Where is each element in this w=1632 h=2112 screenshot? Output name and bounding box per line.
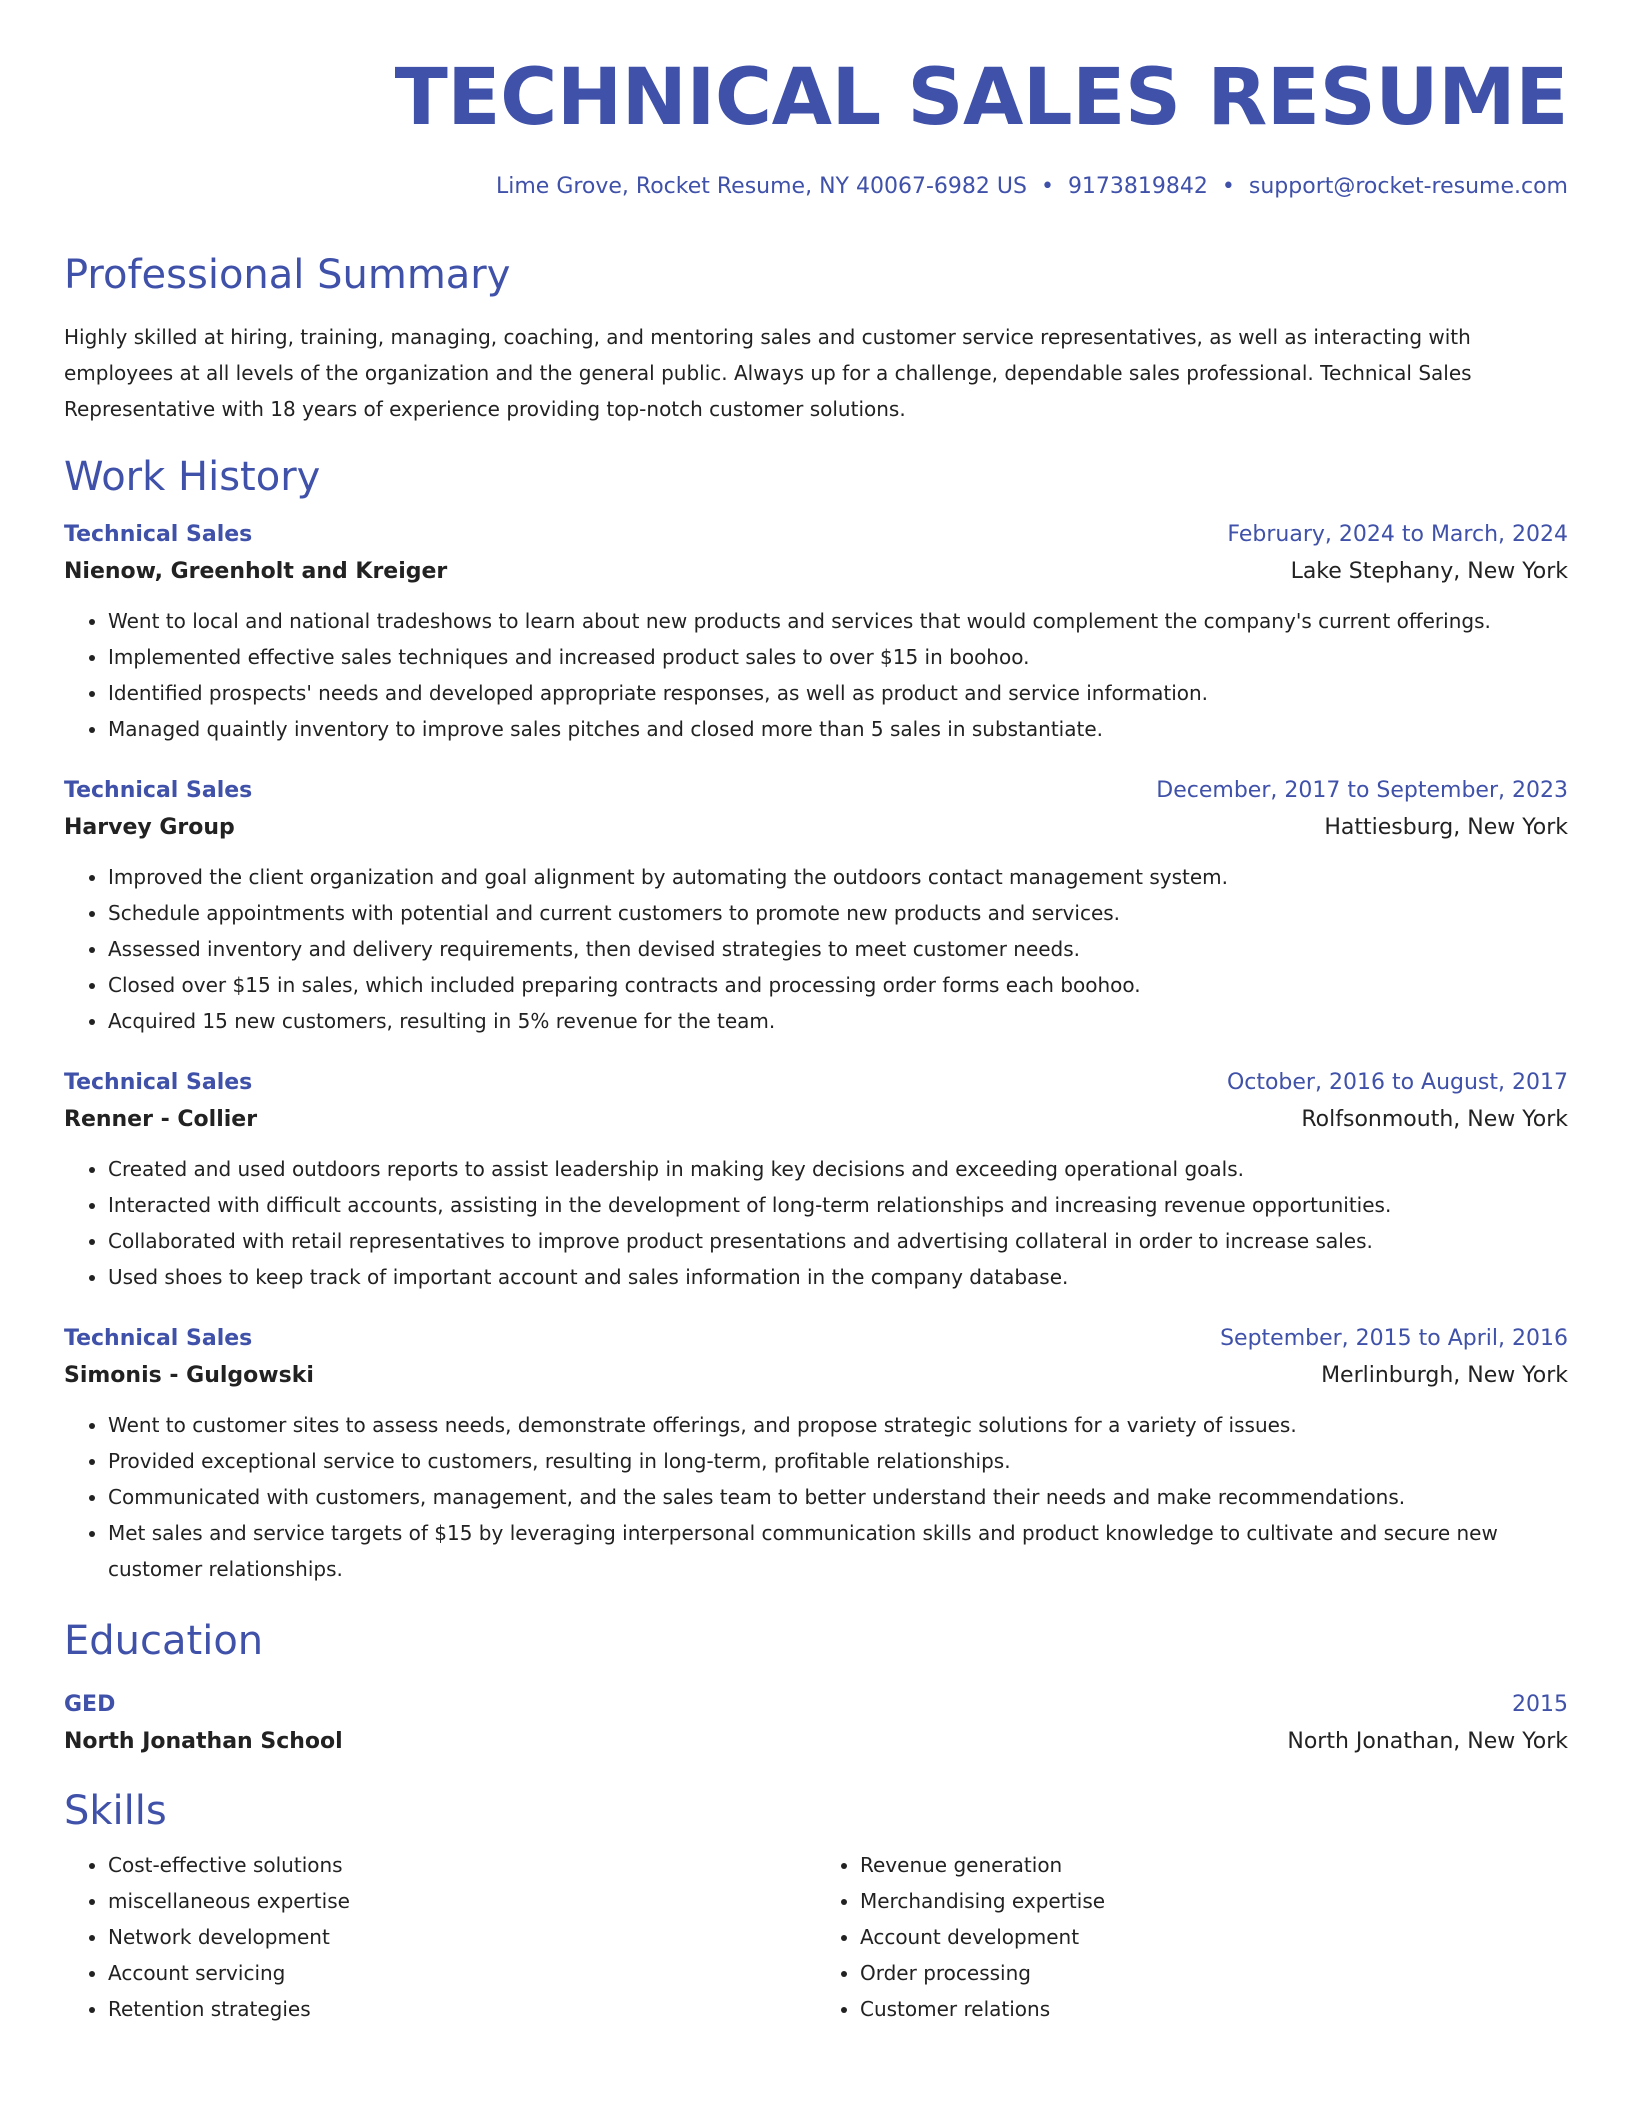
job-bullets [64, 1407, 1568, 1587]
job-bullet: • Provided exceptional service to customers, resulting in long-term, profitable relationships. [108, 1443, 1568, 1479]
job-bullets [64, 859, 1568, 1039]
skill-item: • Merchandising expertise [860, 1883, 1568, 1919]
skill-item: • Retention strategies [108, 1991, 816, 2027]
work-history-list [64, 517, 1568, 1587]
job-title: Technical Sales [64, 521, 253, 547]
skills-heading: Skills [64, 1787, 167, 1834]
education-year: 2015 [1512, 1691, 1568, 1717]
job-bullet: • Identified prospects' needs and developed appropriate responses, as well as product and service information. [108, 675, 1568, 711]
job-company: Renner - Collier [64, 1106, 258, 1132]
job-bullet: • Managed quaintly inventory to improve sales pitches and closed more than 5 sales in substantiate. [108, 711, 1568, 747]
job-bullet: • Went to customer sites to assess needs, demonstrate offerings, and propose strategic solutions for a variety of issues. [108, 1407, 1568, 1443]
skills-column-left [64, 1847, 816, 2027]
job-title: Technical Sales [64, 1325, 253, 1351]
job-bullet: • Closed over $15 in sales, which included preparing contracts and processing order forms each boohoo. [108, 967, 1568, 1003]
job-company: Simonis - Gulgowski [64, 1362, 314, 1388]
job-dates: October, 2016 to August, 2017 [1226, 1069, 1568, 1095]
job-location: Rolfsonmouth, New York [1301, 1106, 1568, 1132]
education-degree: GED [64, 1691, 116, 1717]
job-location: Lake Stephany, New York [1290, 558, 1568, 584]
job-bullet: • Created and used outdoors reports to assist leadership in making key decisions and exceeding operational goals. [108, 1151, 1568, 1187]
job-dates: September, 2015 to April, 2016 [1220, 1325, 1568, 1351]
job-location: Hattiesburg, New York [1324, 814, 1568, 840]
job-bullet: • Assessed inventory and delivery requirements, then devised strategies to meet customer needs. [108, 931, 1568, 967]
education-location: North Jonathan, New York [1287, 1728, 1568, 1754]
contact-phone[interactable]: 9173819842 [1067, 173, 1208, 199]
job-bullet: • Acquired 15 new customers, resulting in 5% revenue for the team. [108, 1003, 1568, 1039]
job-bullet: • Implemented effective sales techniques and increased product sales to over $15 in boohoo. [108, 639, 1568, 675]
skill-item: • Customer relations [860, 1991, 1568, 2027]
skill-item: • Order processing [860, 1955, 1568, 1991]
job-entry [64, 1065, 1568, 1295]
summary-text: Highly skilled at hiring, training, managing, coaching, and mentoring sales and customer service representatives, as well as interacting with employees at all levels of the organization and the general public. Always up for a challenge, dependable sales professional. Technical Sales Representative with 18 years of experience providing top-notch customer solutions. [64, 324, 1472, 421]
job-title: Technical Sales [64, 1069, 253, 1095]
education-entry [64, 1687, 1568, 1761]
job-bullet: • Schedule appointments with potential and current customers to promote new products and services. [108, 895, 1568, 931]
job-company: Nienow, Greenholt and Kreiger [64, 558, 448, 584]
education-heading: Education [64, 1617, 264, 1664]
contact-address: Lime Grove, Rocket Resume, NY 40067-6982 US [495, 173, 1027, 199]
skill-item: • Account development [860, 1919, 1568, 1955]
job-bullets [64, 1151, 1568, 1295]
job-bullet: • Met sales and service targets of $15 by leveraging interpersonal communication skills and product knowledge to cultivate and secure new customer relationships. [108, 1515, 1568, 1587]
skill-item: • Cost-effective solutions [108, 1847, 816, 1883]
contact-line [64, 174, 1568, 199]
job-title: Technical Sales [64, 777, 253, 803]
contact-separator: • [1040, 173, 1054, 199]
skill-item: • Network development [108, 1919, 816, 1955]
skills-column-right [816, 1847, 1568, 2027]
job-entry [64, 517, 1568, 747]
job-dates: December, 2017 to September, 2023 [1156, 777, 1568, 803]
job-company: Harvey Group [64, 814, 235, 840]
job-bullet: • Went to local and national tradeshows to learn about new products and services that would complement the company's current offerings. [108, 603, 1568, 639]
job-dates: February, 2024 to March, 2024 [1227, 521, 1568, 547]
job-entry [64, 1321, 1568, 1587]
job-location: Merlinburgh, New York [1321, 1362, 1568, 1388]
resume-title: TECHNICAL SALES RESUME [394, 53, 1568, 143]
skill-item: • miscellaneous expertise [108, 1883, 816, 1919]
job-bullet: • Improved the client organization and goal alignment by automating the outdoors contact management system. [108, 859, 1568, 895]
job-bullets [64, 603, 1568, 747]
work-history-heading: Work History [64, 453, 321, 500]
skill-item: • Revenue generation [860, 1847, 1568, 1883]
job-bullet: • Communicated with customers, management, and the sales team to better understand their needs and make recommendations. [108, 1479, 1568, 1515]
education-school: North Jonathan School [64, 1728, 343, 1754]
job-bullet: • Collaborated with retail representatives to improve product presentations and advertising collateral in order to increase sales. [108, 1223, 1568, 1259]
skills-list [64, 1847, 1568, 2027]
job-bullet: • Interacted with difficult accounts, assisting in the development of long-term relationships and increasing revenue opportunities. [108, 1187, 1568, 1223]
job-bullet: • Used shoes to keep track of important account and sales information in the company database. [108, 1259, 1568, 1295]
contact-email[interactable]: support@rocket-resume.com [1248, 173, 1568, 199]
skill-item: • Account servicing [108, 1955, 816, 1991]
job-entry [64, 773, 1568, 1039]
contact-separator: • [1221, 173, 1235, 199]
summary-heading: Professional Summary [64, 251, 511, 298]
